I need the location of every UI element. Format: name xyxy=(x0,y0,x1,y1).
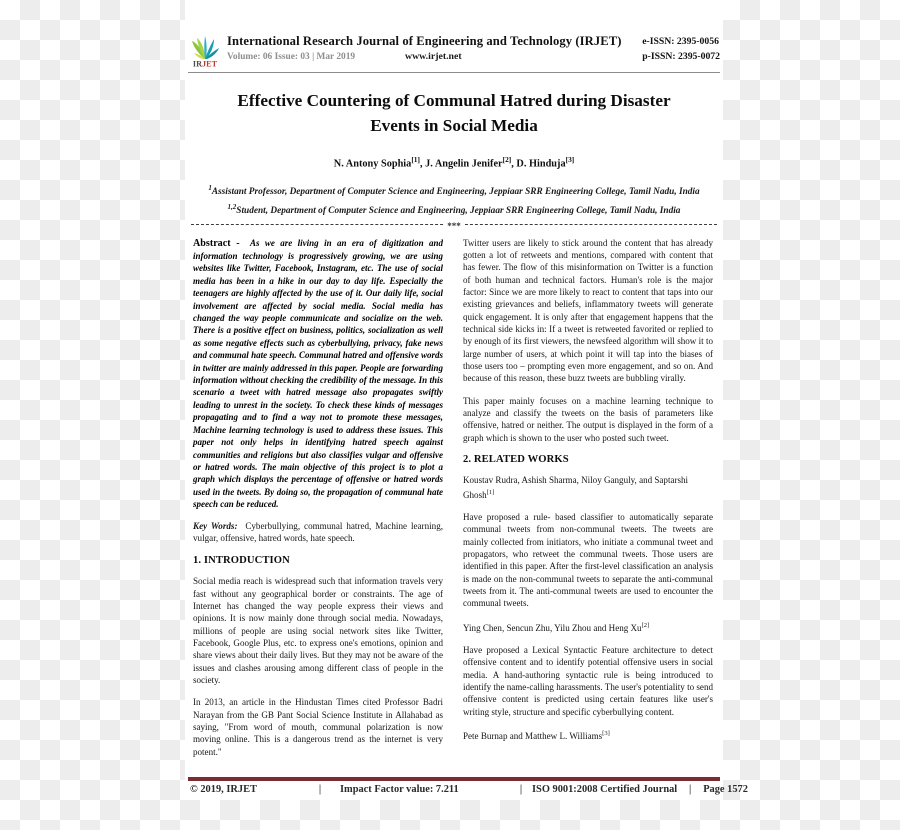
separator-asterisks: *** xyxy=(447,220,461,231)
svg-text:IRJET: IRJET xyxy=(192,59,218,68)
volume-issue: Volume: 06 Issue: 03 | Mar 2019 xyxy=(227,52,356,62)
reference-2-authors: Ying Chen, Sencun Zhu, Yilu Zhou and Heng Xu[2] xyxy=(463,621,650,633)
footer-copyright: © 2019, IRJET xyxy=(190,784,257,795)
eissn: e-ISSN: 2395-0056 xyxy=(642,36,719,47)
footer-separator-2: | xyxy=(519,784,523,795)
affiliation-2: $^{1,2}$Student, Department of Computer Science and Engineering, Jeppiaar SRR Engineering College, Tamil Nadu, India xyxy=(227,203,681,217)
header-sub-row xyxy=(227,51,632,62)
right-paragraph-2: This paper mainly focuses on a machine learning technique to analyze and classify the tweets on the basis of parameters like offensive, hatred or neither. The output is displayed in the form of a graph which is shown to the user who posted such tweet. xyxy=(463,395,713,443)
footer-row xyxy=(188,784,748,795)
right-paragraph-1: Twitter users are likely to stick around the content that has already gotten a lot of retweets and mentions, compared with content that has fewer. The flow of this misinformation on Twitter is a function of both human and technical factors. Human's role is the major factor: Since we are more likely to react to content that taps into our existing grievances and beliefs, inflammatory tweets will generate quick engagement. It is only after that engagement happens that the technical side kicks in: If a tweet is retweeted favorited or replied to by enough of its first viewers, the newsfeed algorithm will show it to large number of users, at which point it will tap into the biases of those users too – prompting even more engagement, and so on. And because of this reason, these buzz tweets are bubbling virally. xyxy=(463,237,713,384)
irjet-logo xyxy=(188,33,224,68)
reference-2-body: Have proposed a Lexical Syntactic Feature architecture to detect offensive content and to identify potential offensive users in social media. A hand-authoring syntactic rule is being introduced to identify the name-calling harassments. The user's potentiality to send offensive content is predicted using certain features like user's writing style, structure and specific cyberbullying content. xyxy=(463,645,713,717)
affiliation-1: $^1$Assistant Professor, Department of Computer Science and Engineering, Jeppiaar SRR Engineering College, Tamil Nadu, India xyxy=(208,184,700,198)
reference-1-body: Have proposed a rule- based classifier to automatically separate communal tweets from non-communal tweets. The tweets are mainly collected from initiators, who initiate a communal tweet and propagators, who retweet the communal tweets. Those users are identified in this paper. After the first-level classification an analysis is made on the non-communal tweets to separate the anti-communal tweets from it. The anti-communal tweets are used to encounter the communal tweets. xyxy=(463,511,713,609)
footer-iso-cert: ISO 9001:2008 Certified Journal xyxy=(532,784,678,795)
footer-impact-factor: Impact Factor value: 7.211 xyxy=(340,784,459,795)
left-column xyxy=(193,237,443,769)
pissn: p-ISSN: 2395-0072 xyxy=(642,51,720,62)
author-list: N. Antony Sophia[1], J. Angelin Jenifer[2], D. Hinduja[3] xyxy=(333,155,575,170)
document-page xyxy=(185,0,748,800)
section-separator xyxy=(191,221,717,231)
keywords-text: Cyberbullying, communal hatred, Machine learning, vulgar, offensive, hatred words, hate speech. xyxy=(193,520,444,543)
intro-paragraph-2: In 2013, an article in the Hindustan Times cited Professor Badri Narayan from the GB Pant Social Science Institute in Allahabad as saying, "From word of mouth, communal polarization is now moving online. This is a dangerous trend as the internet is very potent." xyxy=(193,697,443,757)
issn-block xyxy=(632,33,720,64)
reference-1-authors: Koustav Rudra, Ashish Sharma, Niloy Ganguly, and Saptarshi Ghosh[1] xyxy=(463,475,689,500)
reference-3-authors: Pete Burnap and Matthew L. Williams[3] xyxy=(463,730,610,742)
keywords-label: Key Words: xyxy=(193,520,238,531)
journal-title: International Research Journal of Engineering and Technology (IRJET) xyxy=(227,34,622,48)
journal-website[interactable]: www.irjet.net xyxy=(405,51,462,62)
intro-paragraph-1: Social media reach is widespread such that information travels very fast without any geographical border or constraints. The age of Internet has changed the way people express their views and opinions. It is now mainly done through social media. Nowadays, millions of people are using social network sites like Twitter, Facebook, Google Plus, etc. to express one's emotions, opinion and share views about their daily lives. But they may not be aware of the issues and clashes arousing among different class of people in the society. xyxy=(193,576,443,686)
abstract-paragraph xyxy=(193,237,443,511)
footer-separator-3: | xyxy=(689,784,692,795)
page-footer xyxy=(188,777,748,795)
keywords-paragraph xyxy=(193,520,443,545)
footer-separator-1: | xyxy=(318,784,322,795)
footer-divider xyxy=(188,777,720,781)
footer-page-number: Page 1572 xyxy=(703,784,748,795)
right-column xyxy=(463,237,713,769)
journal-header xyxy=(188,33,720,73)
two-column-body xyxy=(193,237,715,769)
abstract-text: As we are living in an era of digitization and information technology is progressively growing, we are using websites like Twitter, Facebook, Instagram, etc. The use of social media has been in a hike in our day to day life. Especially the teenagers are highly affected by the use of it. Our daily life, social involvement are affected by social media. Social media has changed the way people communicate and socialize on the web. There is a positive effect on business, politics, socialization as well as some negative effects such as cyberbullying, privacy, fake news and communal hate speech. Communal hatred and offensive words in twitter are mainly addressed in this paper. People are forwarding information without checking the credibility of the message. In this scenario a tweet with hatred message also propagates swiftly leading to unrest in the society. To check these kinds of messages propagating and to find a way not to promote these messages, Machine learning technology is used to address these issues. This paper not only helps in identifying hatred speech against communities and religions but also classifies vulgar and offensive or hatred words. The main objective of this project is to plot a graph which displays the percentage of offensive or hatred words used in the tweets. By doing so, the propagation of communal hate speech can be reduced. xyxy=(193,237,443,510)
irjet-logo-icon xyxy=(188,34,222,68)
section-heading-introduction: 1. INTRODUCTION xyxy=(193,555,290,567)
section-heading-related-works: 2. RELATED WORKS xyxy=(463,454,569,466)
header-main-block xyxy=(224,33,632,62)
page-title: Effective Countering of Communal Hatred during Disaster Events in Social Media xyxy=(237,91,671,135)
abstract-label: Abstract - xyxy=(193,237,240,249)
